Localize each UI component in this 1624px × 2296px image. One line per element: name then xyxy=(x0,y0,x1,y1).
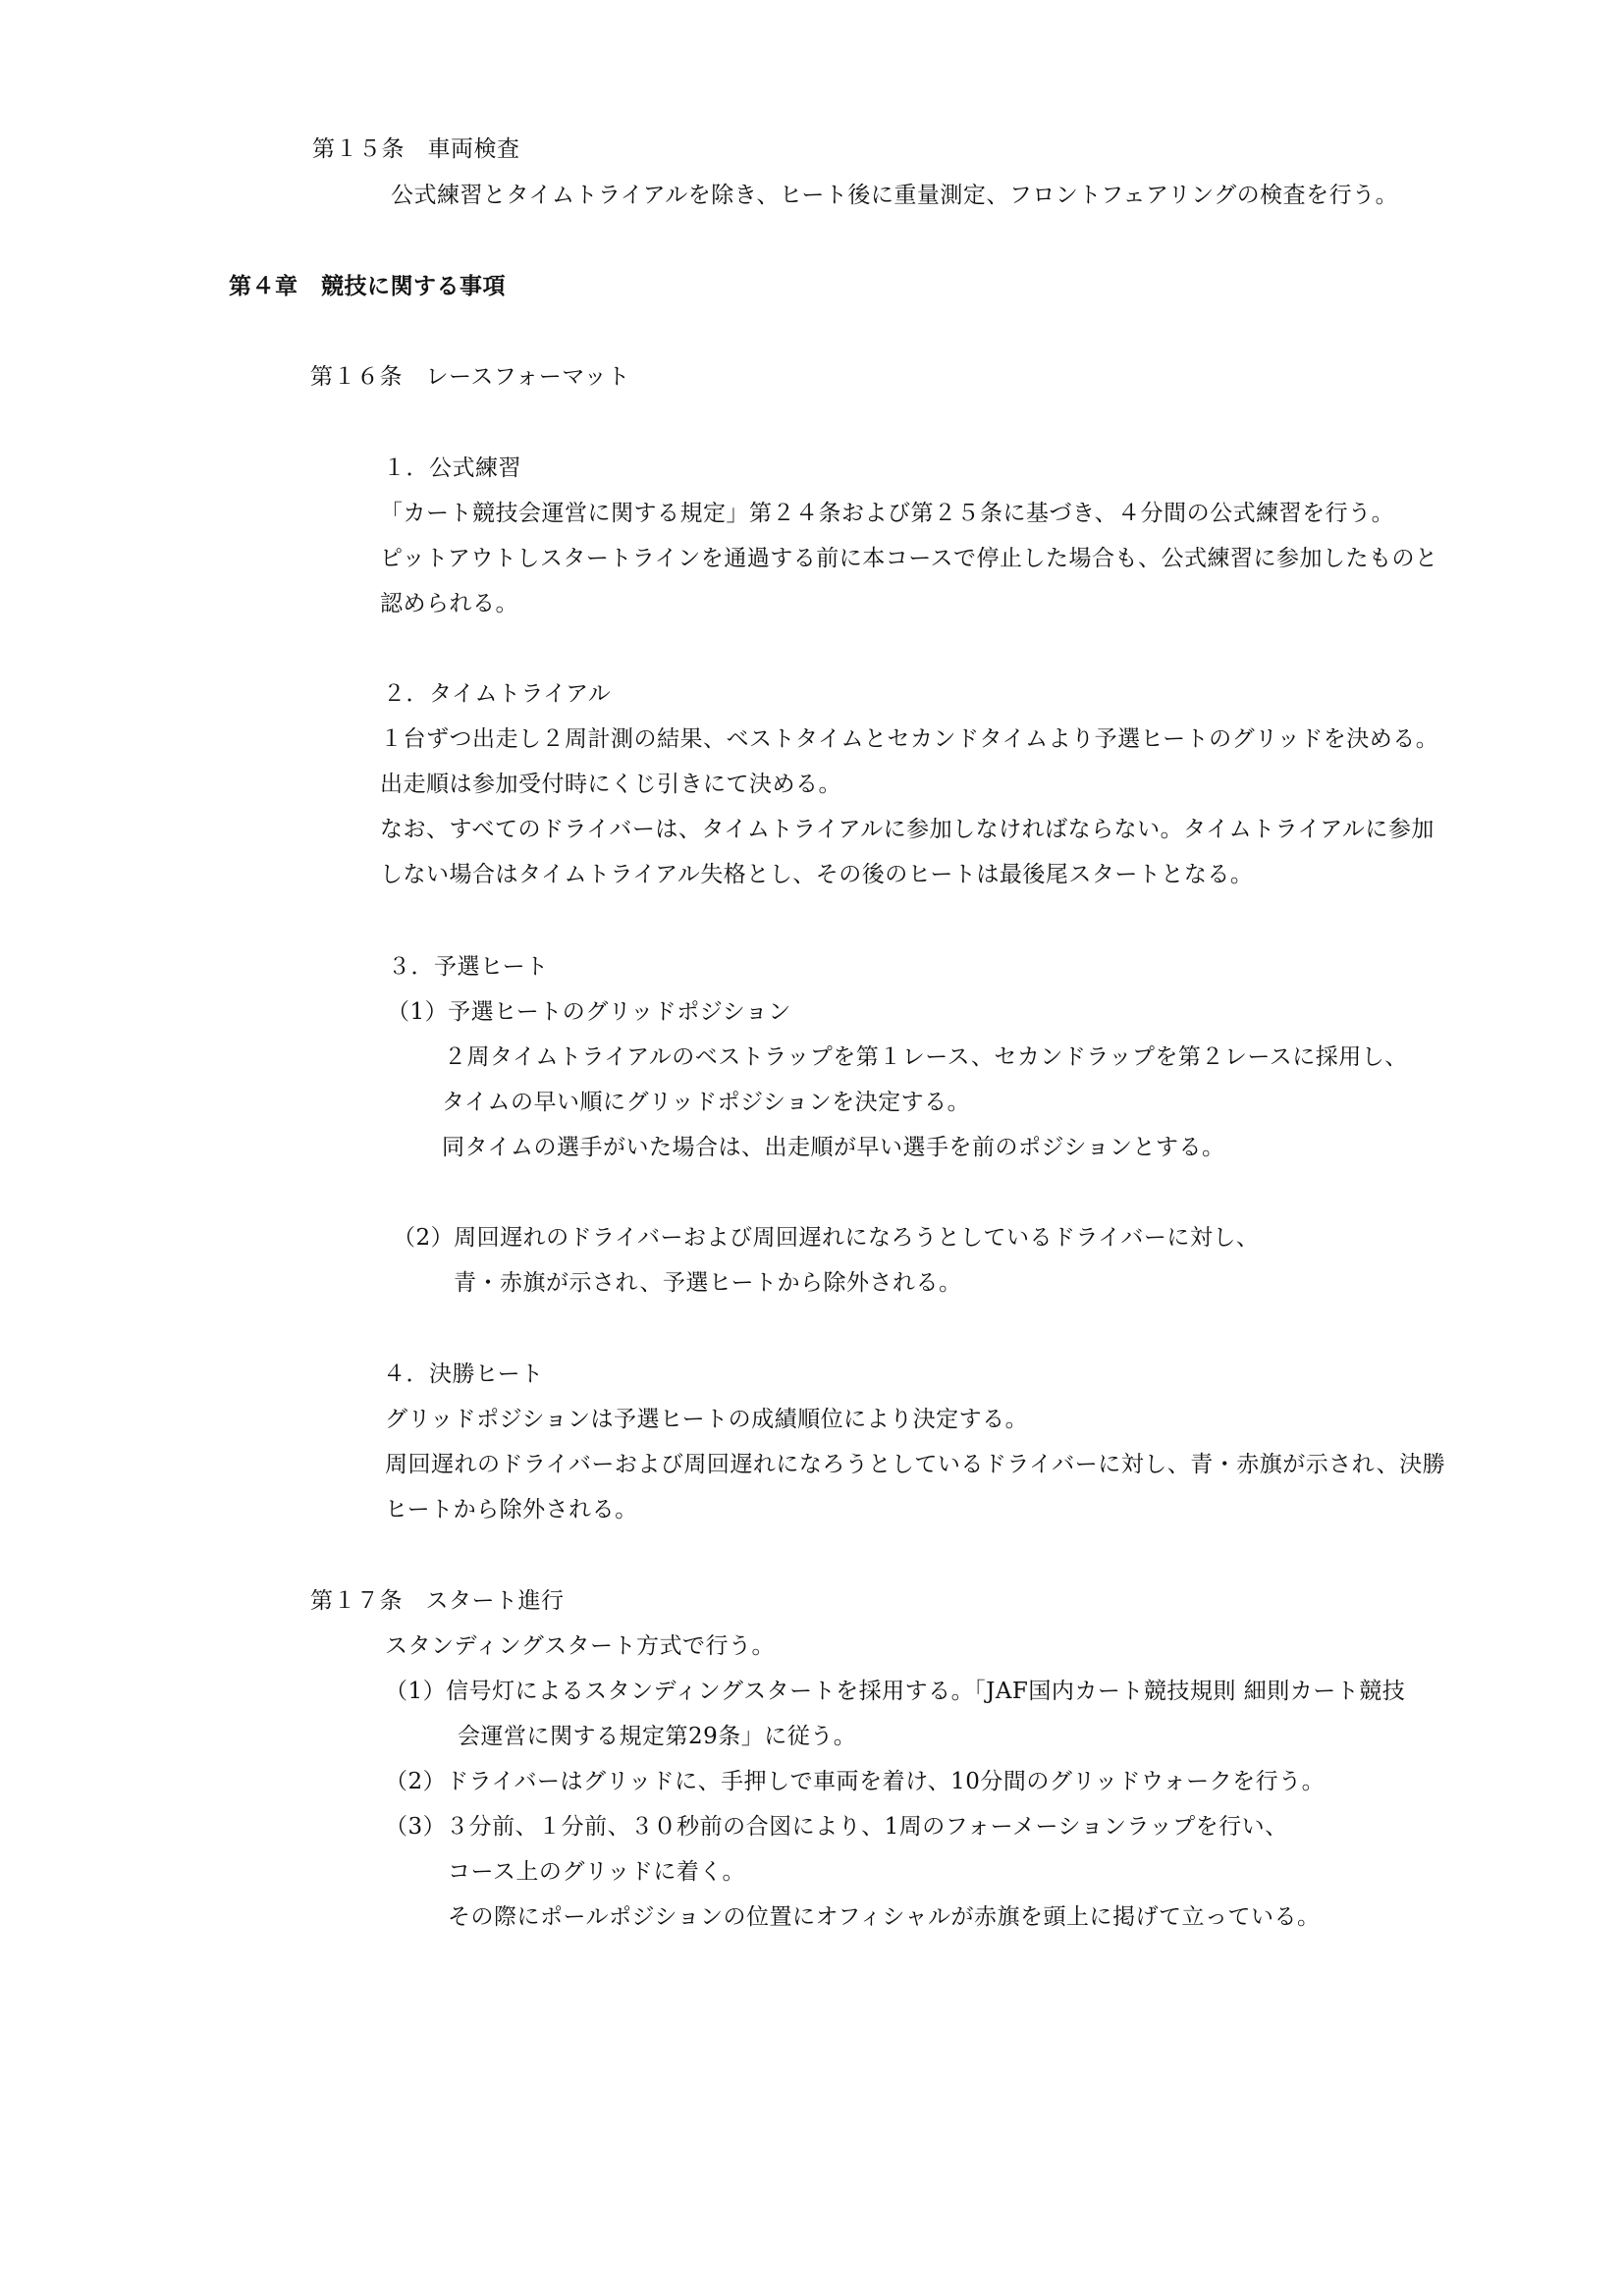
chapter-4-heading: 第４章 競技に関する事項 xyxy=(229,274,506,299)
qualifying-grid-line-3: 同タイムの選手がいた場合は、出走順が早い選手を前のポジションとする。 xyxy=(442,1135,1225,1160)
section-official-practice-heading: １．公式練習 xyxy=(383,455,521,481)
start-item-1-line-2: 会運営に関する規定第29条」に従う。 xyxy=(458,1724,857,1749)
start-procedure-intro: スタンディングスタート方式で行う。 xyxy=(385,1633,775,1659)
final-heat-line-3: ヒートから除外される。 xyxy=(385,1497,638,1522)
final-heat-line-2: 周回遅れのドライバーおよび周回遅れになろうとしているドライバーに対し、青・赤旗が示され、決勝 xyxy=(385,1452,1446,1477)
article-15-body: 公式練習とタイムトライアルを除き、ヒート後に重量測定、フロントフェアリングの検査を行う。 xyxy=(391,183,1399,208)
section-time-trial-heading: ２．タイムトライアル xyxy=(383,681,612,707)
section-qualifying-heat-heading: ３．予選ヒート xyxy=(388,954,549,980)
section-final-heat-heading: ４．決勝ヒート xyxy=(383,1362,544,1387)
start-item-3-line-1: （3）３分前、１分前、３０秒前の合図により、1周のフォーメーションラップを行い、 xyxy=(385,1814,1288,1840)
qualifying-grid-heading: （1）予選ヒートのグリッドポジション xyxy=(387,999,791,1025)
time-trial-line-2: 出走順は参加受付時にくじ引きにて決める。 xyxy=(380,772,841,797)
qualifying-lapped-line-1: （2）周回遅れのドライバーおよび周回遅れになろうとしているドライバーに対し、 xyxy=(393,1225,1260,1251)
qualifying-grid-line-2: タイムの早い順にグリッドポジションを決定する。 xyxy=(442,1090,971,1115)
time-trial-line-1: １台ずつ出走し２周計測の結果、ベストタイムとセカンドタイムより予選ヒートのグリッドを決める。 xyxy=(380,726,1439,752)
start-item-2: （2）ドライバーはグリッドに、手押しで車両を着け、10分間のグリッドウォークを行う。 xyxy=(385,1769,1326,1794)
start-item-3-line-2: コース上のグリッドに着く。 xyxy=(448,1859,745,1885)
official-practice-line-3: 認められる。 xyxy=(380,591,518,616)
article-16-title: 第１６条 レースフォーマット xyxy=(310,364,630,390)
qualifying-lapped-line-2: 青・赤旗が示され、予選ヒートから除外される。 xyxy=(454,1270,962,1296)
article-17-title: 第１７条 スタート進行 xyxy=(310,1588,565,1614)
time-trial-line-3: なお、すべてのドライバーは、タイムトライアルに参加しなければならない。タイムトライアルに参加 xyxy=(380,817,1435,842)
official-practice-line-2: ピットアウトしスタートラインを通過する前に本コースで停止した場合も、公式練習に参加したものと xyxy=(380,546,1438,571)
qualifying-grid-line-1: ２周タイムトライアルのベストラップを第１レース、セカンドラップを第２レースに採用し、 xyxy=(444,1044,1408,1070)
final-heat-line-1: グリッドポジションは予選ヒートの成績順位により決定する。 xyxy=(385,1407,1029,1432)
article-15-title: 第１５条 車両検査 xyxy=(312,136,520,162)
start-item-3-line-3: その際にポールポジションの位置にオフィシャルが赤旗を頭上に掲げて立っている。 xyxy=(448,1904,1321,1930)
official-practice-line-1: 「カート競技会運営に関する規定」第２４条および第２５条に基づき、４分間の公式練習を行う。 xyxy=(380,501,1395,526)
start-item-1-line-1: （1）信号灯によるスタンディングスタートを採用する。「JAF国内カート競技規則 細則カート競技 xyxy=(385,1679,1406,1704)
time-trial-line-4: しない場合はタイムトライアル失格とし、その後のヒートは最後尾スタートとなる。 xyxy=(380,862,1254,887)
